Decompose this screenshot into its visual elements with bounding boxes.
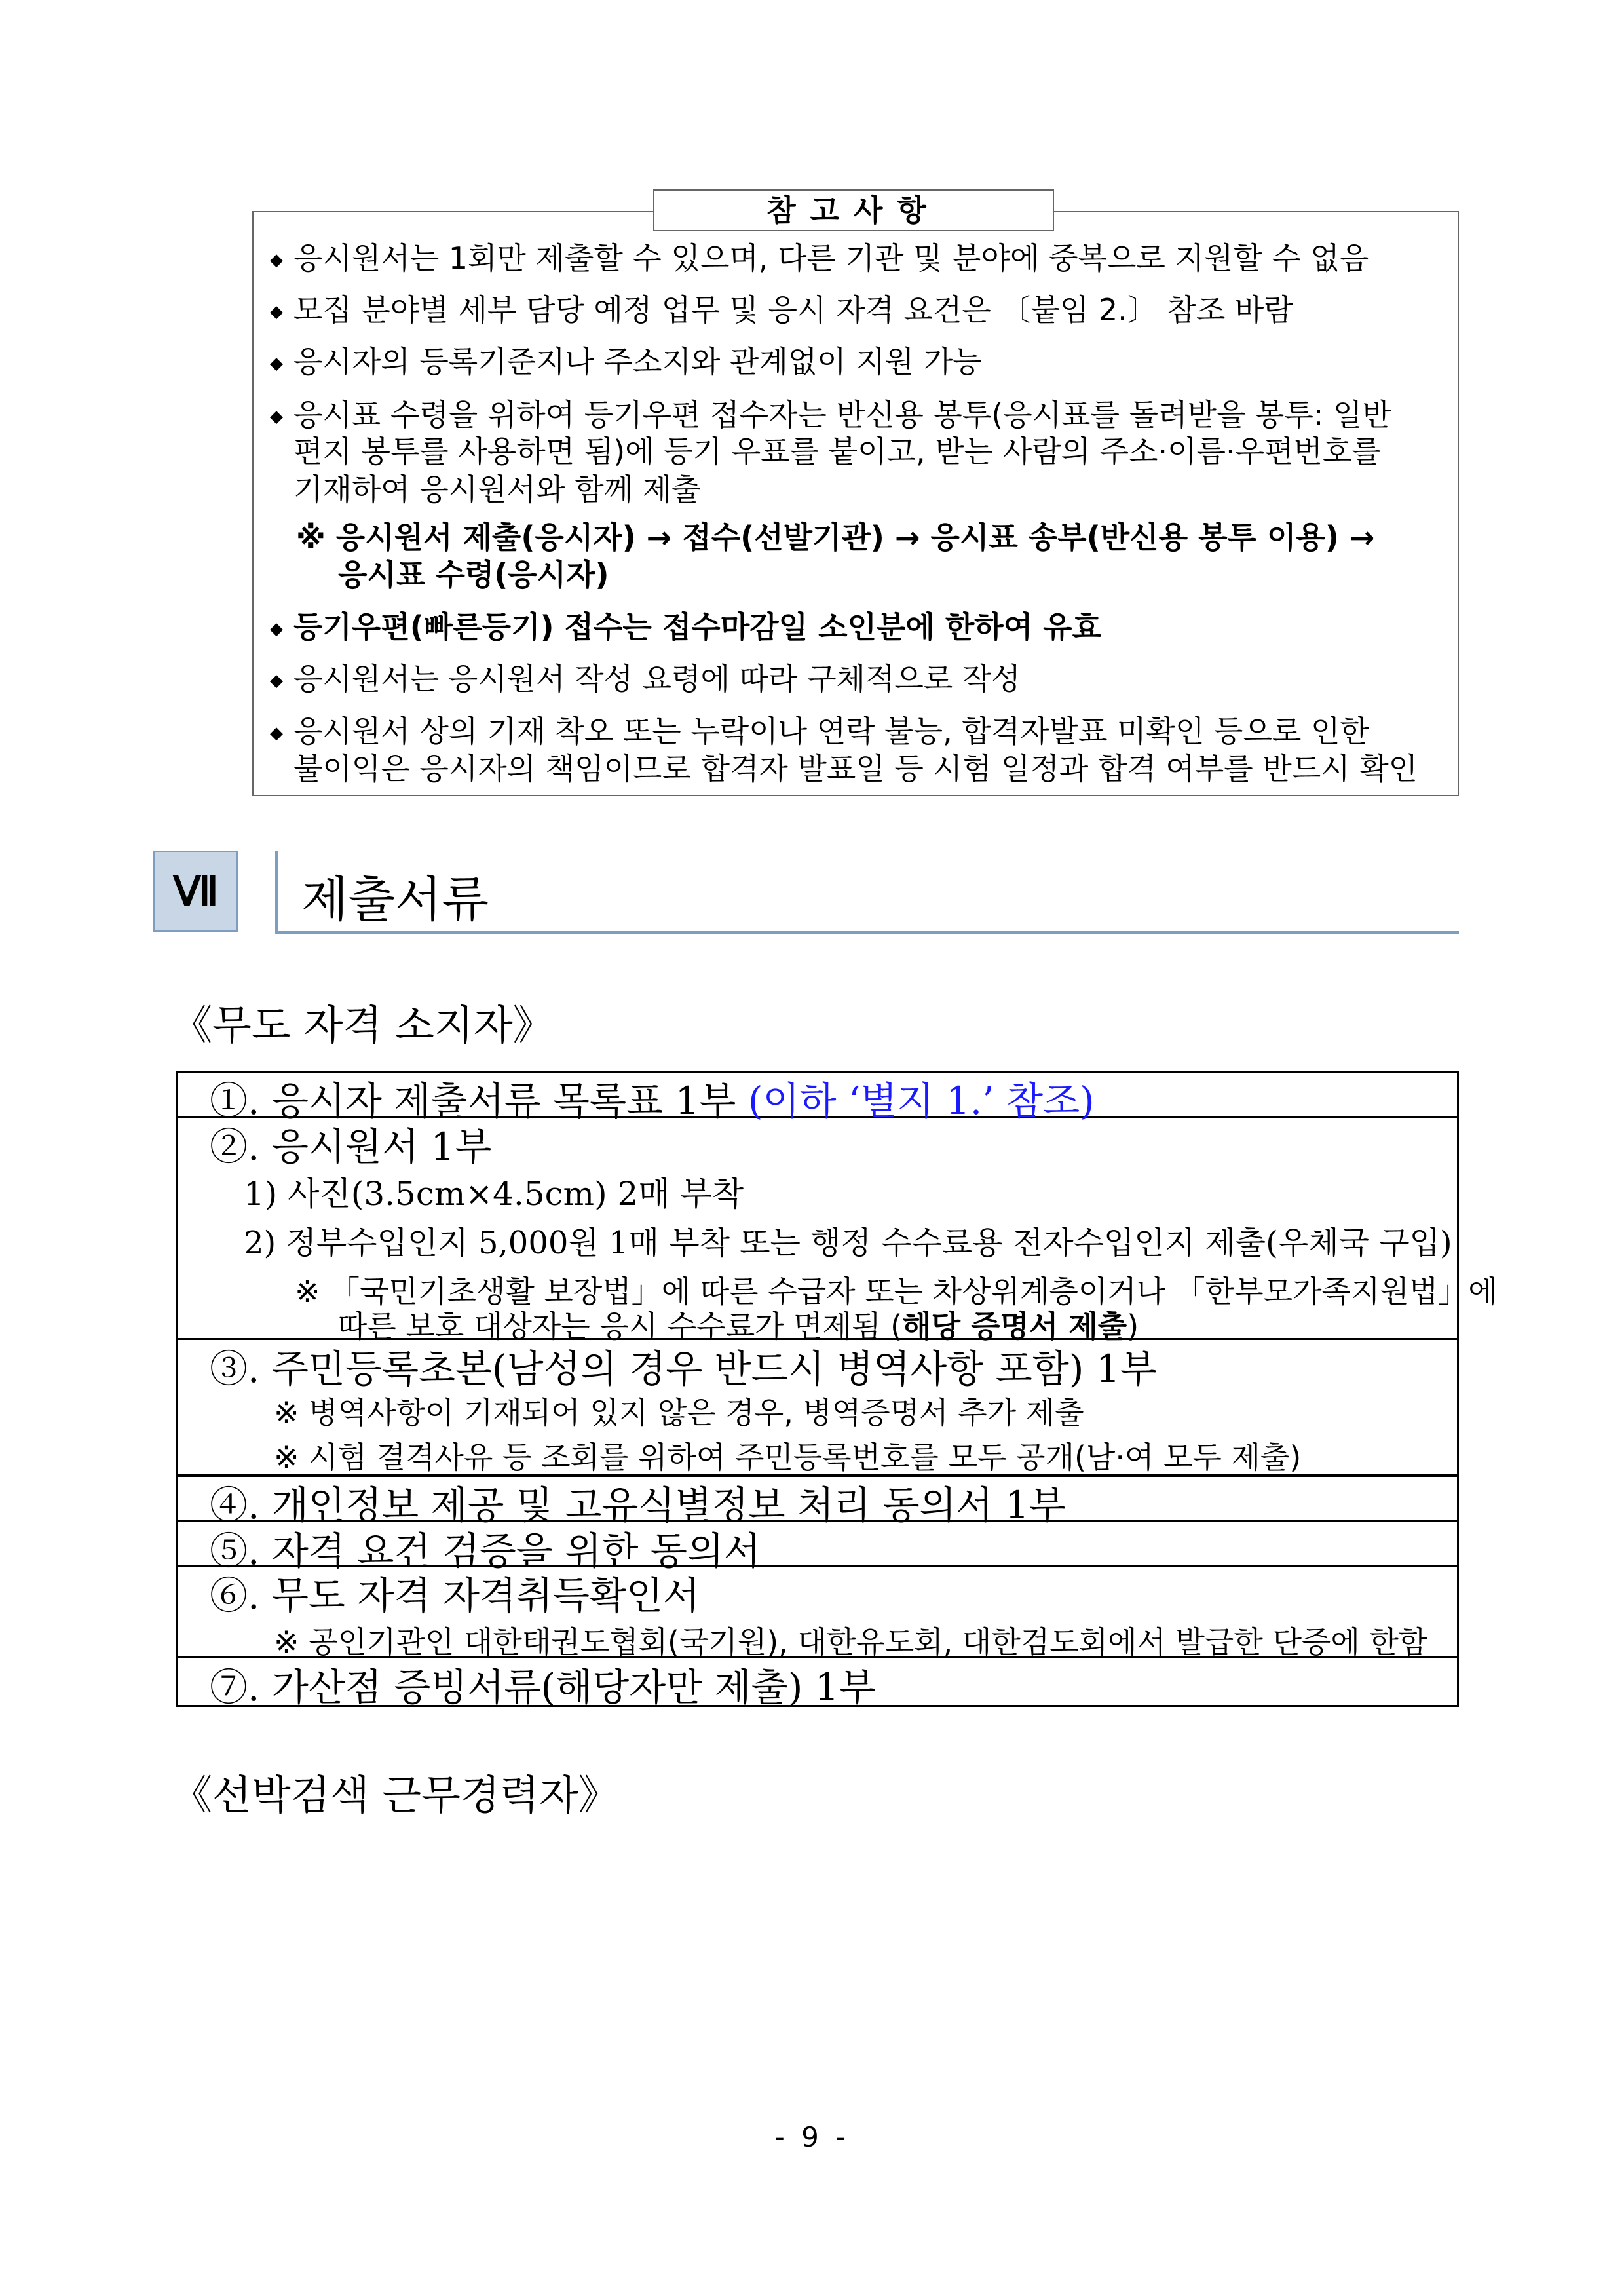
doc-item-2: ②. 응시원서 1부	[210, 1124, 492, 1169]
notice-line-6: 기재하여 응시원서와 함께 제출	[293, 472, 701, 507]
bullet-icon: ◆	[270, 671, 283, 691]
doc-item-4: ④. 개인정보 제공 및 고유식별정보 처리 동의서 1부	[210, 1483, 1066, 1527]
doc-item-3-note-1: ※ 병역사항이 기재되어 있지 않은 경우, 병역증명서 추가 제출	[274, 1395, 1084, 1430]
doc-item-6-note: ※ 공인기관인 대한태권도협회(국기원), 대한유도회, 대한검도회에서 발급한 단증에 한함	[274, 1624, 1428, 1660]
bullet-icon: ◆	[270, 250, 283, 270]
doc-item-7: ⑦. 가산점 증빙서류(해당자만 제출) 1부	[210, 1665, 876, 1710]
doc-item-6: ⑥. 무도 자격 자격취득확인서	[210, 1573, 700, 1618]
notice-line-4: ◆ 응시표 수령을 위하여 등기우편 접수자는 반신용 봉투(응시표를 돌려받을 봉투: 일반	[270, 392, 1391, 440]
bullet-icon: ◆	[270, 407, 283, 427]
doc-item-2-sub-2: 2) 정부수입인지 5,000원 1매 부착 또는 행정 수수료용 전자수입인지 제출(우체국 구입)	[244, 1225, 1452, 1261]
notice-line-2: ◆ 모집 분야별 세부 담당 예정 업무 및 응시 자격 요건은 〔붙임 2.〕 참조 바람	[270, 287, 1293, 335]
notice-line-9: ◆ 등기우편(빠른등기) 접수는 접수마감일 소인분에 한하여 유효	[270, 604, 1101, 653]
bullet-icon: ◆	[270, 723, 283, 743]
doc-item-1: ①. 응시자 제출서류 목록표 1부 (이하 ‘별지 1.’ 참조)	[210, 1079, 1095, 1123]
section-title: 제출서류	[301, 871, 489, 928]
doc-item-3: ③. 주민등록초본(남성의 경우 반드시 병역사항 포함) 1부	[210, 1347, 1157, 1391]
notice-line-3: ◆ 응시자의 등록기준지나 주소지와 관계없이 지원 가능	[270, 339, 982, 387]
doc-item-2-note-2: 따른 보호 대상자는 응시 수수료가 면제됨 (해당 증명서 제출)	[338, 1309, 1139, 1344]
notice-line-11: ◆ 응시원서 상의 기재 착오 또는 누락이나 연락 불능, 합격자발표 미확인 등으로 인한	[270, 708, 1369, 757]
doc-item-3-note-2: ※ 시험 결격사유 등 조회를 위하여 주민등록번호를 모두 공개(남·여 모두 제출)	[274, 1440, 1302, 1475]
doc-item-2-note-1: ※ 「국민기초생활 보장법」에 따른 수급자 또는 차상위계층이거나 「한부모가족지원법」에	[295, 1274, 1498, 1309]
group-heading: 《무도 자격 소지자》	[172, 1001, 554, 1049]
doc-item-5: ⑤. 자격 요건 검증을 위한 동의서	[210, 1529, 761, 1573]
notice-line-5: 편지 봉투를 사용하면 됨)에 등기 우표를 붙이고, 받는 사람의 주소·이름·우편번호를	[293, 434, 1381, 469]
notice-title: 참고사항	[653, 189, 1054, 231]
group-heading-2: 《선박검색 근무경력자》	[172, 1771, 619, 1819]
notice-line-7: ※ 응시원서 제출(응시자) → 접수(선발기관) → 응시표 송부(반신용 봉투 이용) →	[296, 520, 1375, 555]
notice-line-12: 불이익은 응시자의 책임이므로 합격자 발표일 등 시험 일정과 합격 여부를 반드시 확인	[293, 751, 1418, 786]
bullet-icon: ◆	[270, 302, 283, 322]
notice-line-10: ◆ 응시원서는 응시원서 작성 요령에 따라 구체적으로 작성	[270, 656, 1021, 704]
notice-line-1: ◆ 응시원서는 1회만 제출할 수 있으며, 다른 기관 및 분야에 중복으로 지원할 수 없음	[270, 235, 1369, 284]
doc-item-2-sub-1: 1) 사진(3.5cm×4.5cm) 2매 부착	[244, 1175, 744, 1213]
notice-line-8: 응시표 수령(응시자)	[338, 557, 609, 592]
bullet-icon: ◆	[270, 354, 283, 373]
section-underline	[275, 931, 1459, 934]
section-divider	[275, 851, 278, 934]
page-number: - 9 -	[774, 2121, 850, 2153]
bullet-icon: ◆	[270, 619, 283, 639]
doc-item-1-note: (이하 ‘별지 1.’ 참조)	[747, 1079, 1095, 1123]
section-number: Ⅶ	[153, 851, 238, 932]
